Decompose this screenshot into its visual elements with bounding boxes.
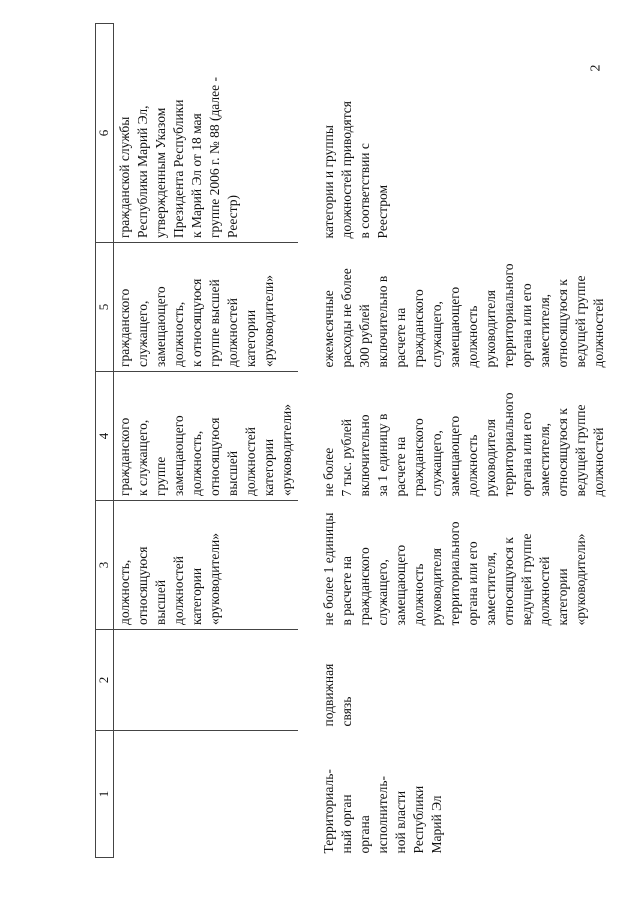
row2-col-3: не более 1 единицы в расчете на гражданского служащего, замещающего должность руководителя территориального органа или его заместителя, относящуюся к ведущей группе должностей категории «руководители» <box>321 512 588 626</box>
header-col-2: 2 <box>96 630 114 731</box>
row1-col-2 <box>114 630 299 731</box>
header-col-5: 5 <box>96 243 114 372</box>
header-col-1: 1 <box>96 731 114 858</box>
rotated-table-container <box>95 76 606 858</box>
page-number: 2 <box>588 64 604 72</box>
row1-col-5: гражданского служащего, замещающего должность, к относящуюся группе высшей должностей категории «руководители» <box>114 243 299 372</box>
header-col-6: 6 <box>96 24 114 243</box>
header-col-3: 3 <box>96 501 114 630</box>
header-col-4: 4 <box>96 372 114 501</box>
row1-col-6: гражданской службы Республики Марий Эл, утвержденным Указом Президента Республики к Марий Эл от 18 мая группе 2006 г. № 88 (далее - Реестр) <box>114 24 299 243</box>
row2-col-2: подвижная связь <box>321 663 354 727</box>
row2-col-5: ежемесячные расходы не более 300 рублей включительно в расчете на гражданского служащего, замещающего должность руководителя территориального органа или его заместителя, относящуюся к ведущей группе должностей <box>321 263 606 368</box>
row2-col-4: не более 7 тыс. рублей включительно за 1 единицу в расчете на гражданского служащего, замещающего должность руководителя территориального органа или его заместителя, относящуюся к ведущей группе должностей <box>321 392 606 497</box>
row1-col-3: должность, относящуюся высшей должностей категории «руководители» <box>114 501 299 630</box>
table-header-row <box>96 24 114 858</box>
table-row-continuation <box>114 24 299 858</box>
expense-norms-table <box>95 23 610 858</box>
row1-col-4: гражданского к служащего, группе замещающего должность, относящуюся высшей должностей категории «руководители» <box>114 372 299 501</box>
row2-col-1: Территориаль- ный орган органа исполнитель- ной власти Республики Марий Эл <box>321 769 444 854</box>
row2-col-6: категории и группы должностей приводятся в соответствии с Реестром <box>321 101 390 239</box>
row1-col-1 <box>114 731 299 858</box>
table-row-territorial-body <box>298 24 610 858</box>
